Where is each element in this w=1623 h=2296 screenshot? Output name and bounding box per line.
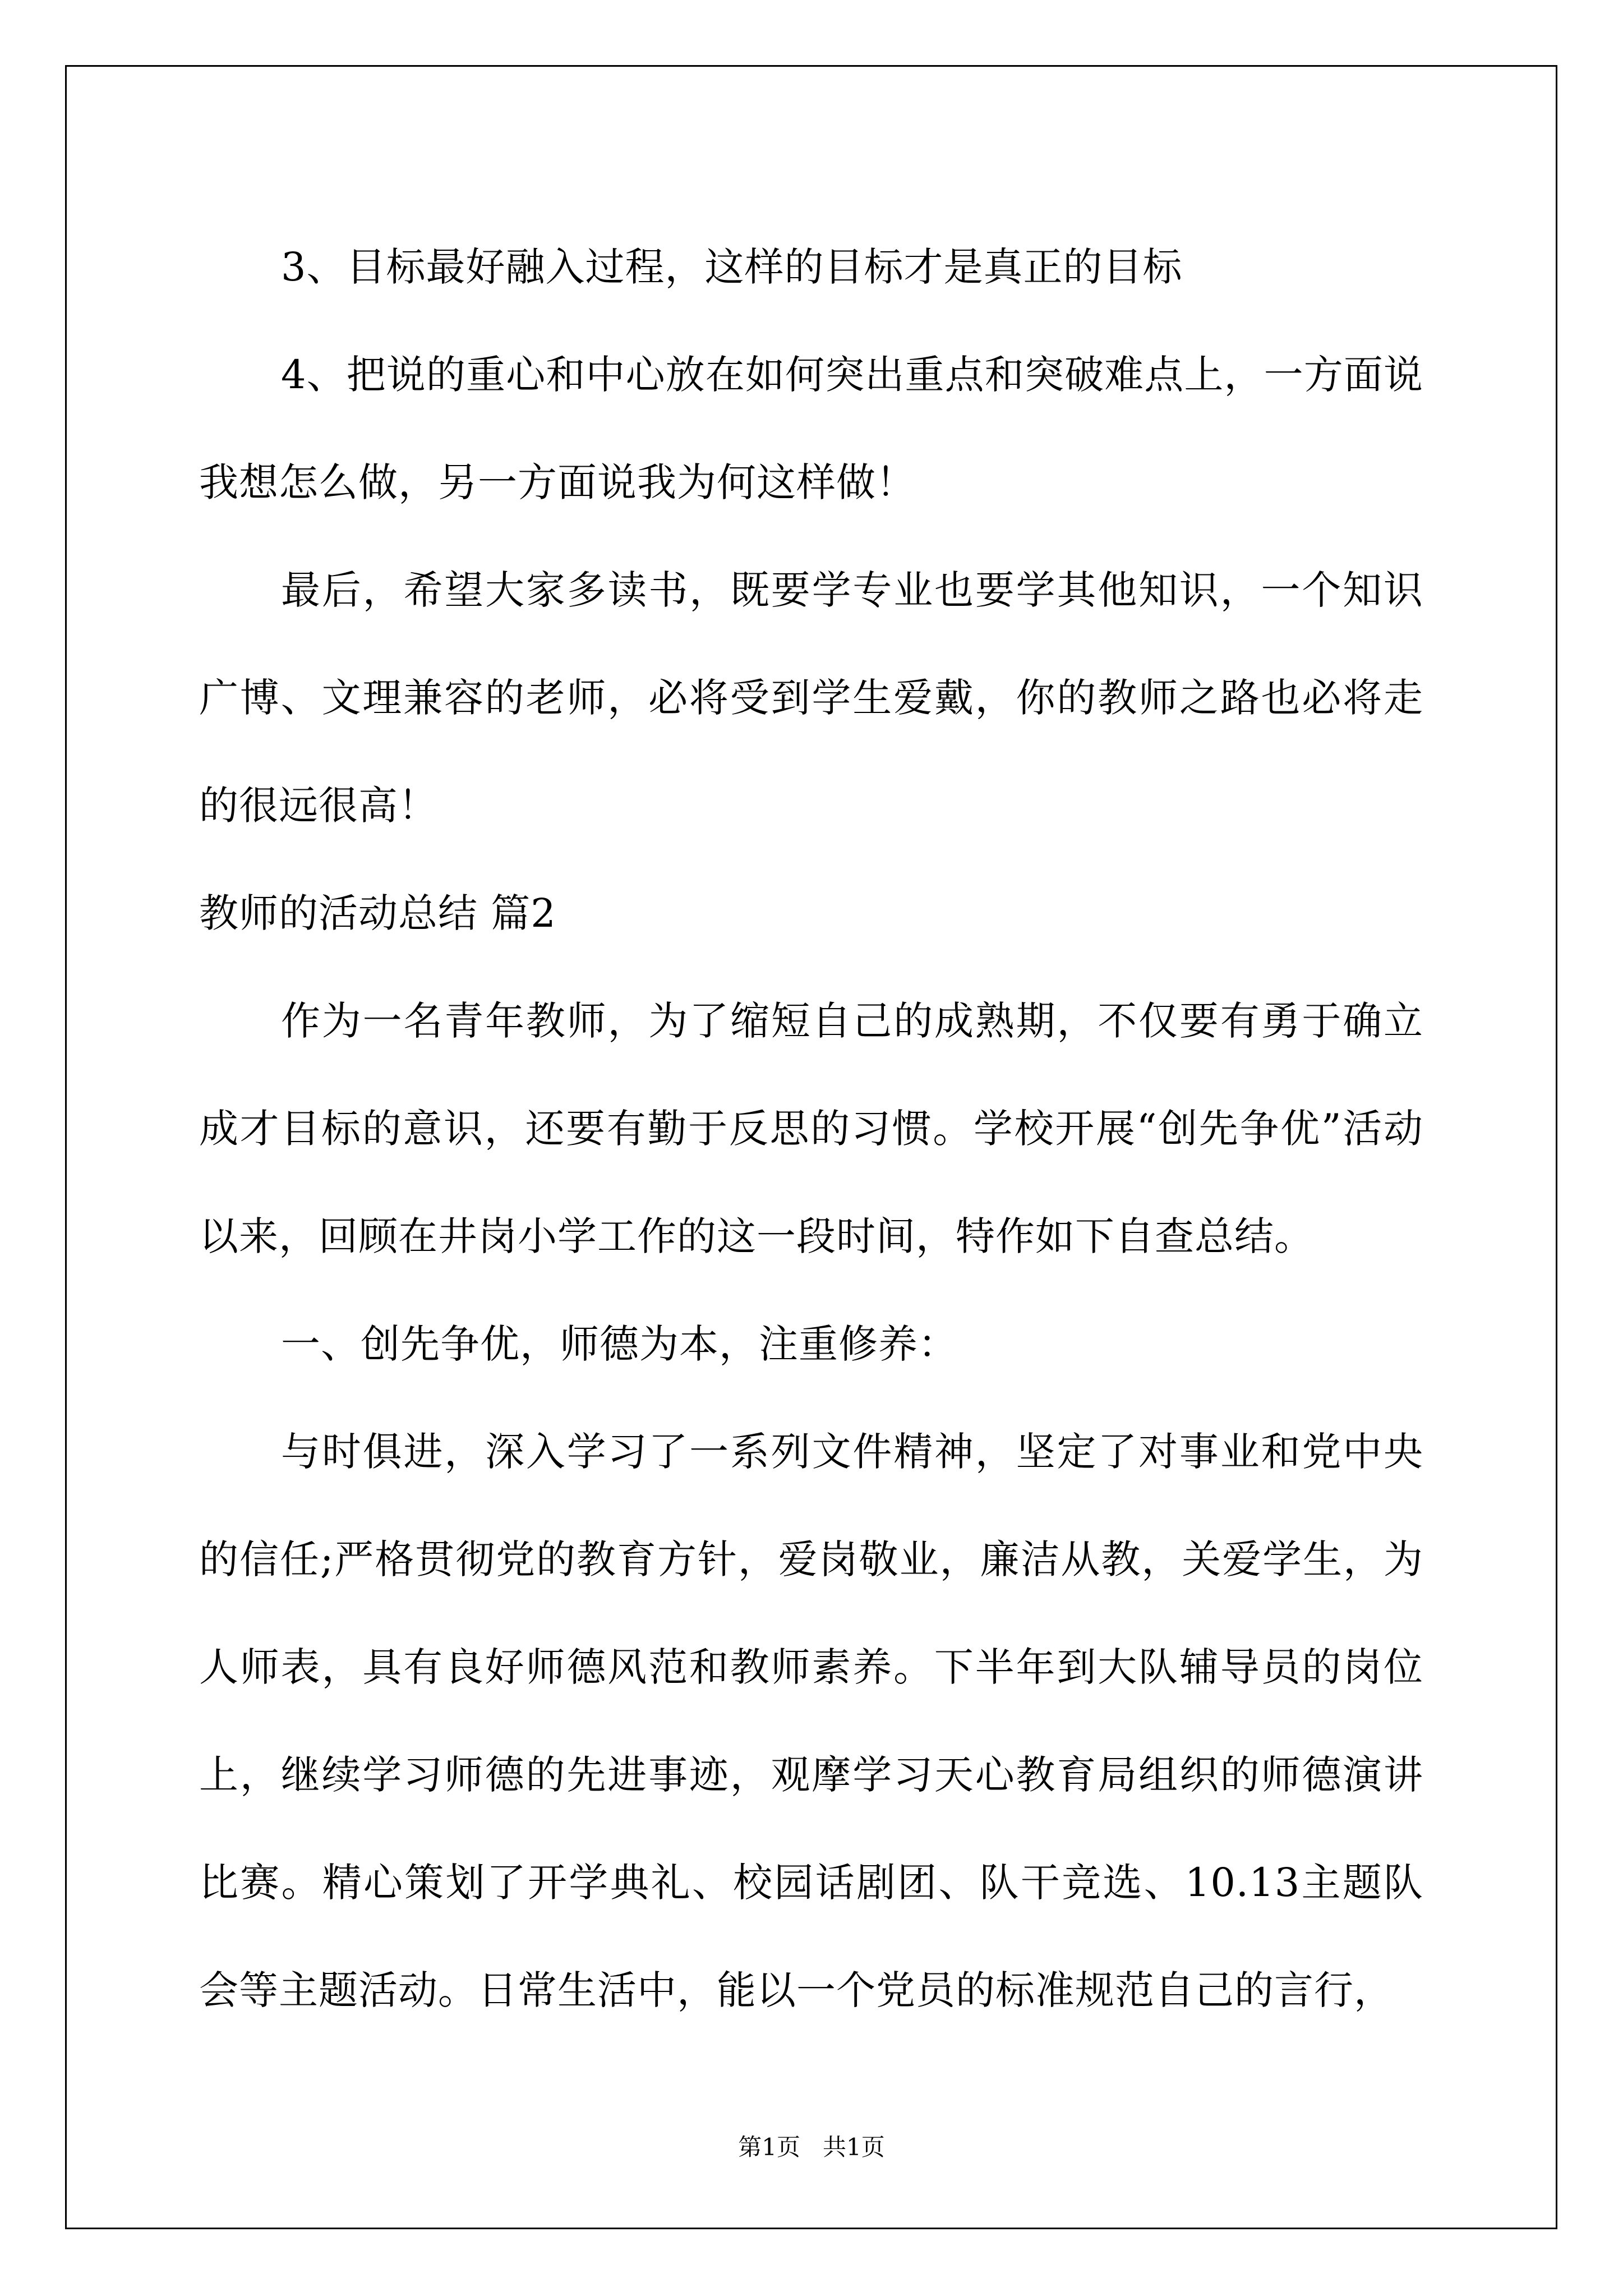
paragraph: 作为一名青年教师，为了缩短自己的成熟期，不仅要有勇于确立成才目标的意识，还要有勤于反思的习惯。学校开展“创先争优”活动以来，回顾在井岗小学工作的这一段时间，特作如下自查总结。 xyxy=(199,998,1423,1259)
document-body xyxy=(199,213,1423,2044)
paragraph: 最后，希望大家多读书，既要学专业也要学其他知识，一个知识广博、文理兼容的老师，必将受到学生爱戴，你的教师之路也必将走的很远很高！ xyxy=(199,567,1423,829)
page-footer: 第1页 共1页 xyxy=(738,2133,885,2161)
paragraph: 与时俱进，深入学习了一系列文件精神，坚定了对事业和党中央的信任;严格贯彻党的教育方针，爱岗敬业，廉洁从教，关爱学生，为人师表，具有良好师德风范和教师素养。下半年到大队辅导员的岗位上，继续学习师德的先进事迹，观摩学习天心教育局组织的师德演讲比赛。精心策划了开学典礼、校园话剧团、队干竞选、10.13主题队会等主题活动。日常生活中，能以一个党员的标准规范自己的言行， xyxy=(199,1429,1423,2013)
section-heading: 教师的活动总结 篇2 xyxy=(199,890,556,936)
paragraph: 一、创先争优，师德为本，注重修养： xyxy=(281,1321,958,1367)
paragraph: 3、目标最好融入过程，这样的目标才是真正的目标 xyxy=(281,244,1183,290)
paragraph: 4、把说的重心和中心放在如何突出重点和突破难点上，一方面说我想怎么做，另一方面说我为何这样做！ xyxy=(199,352,1423,505)
